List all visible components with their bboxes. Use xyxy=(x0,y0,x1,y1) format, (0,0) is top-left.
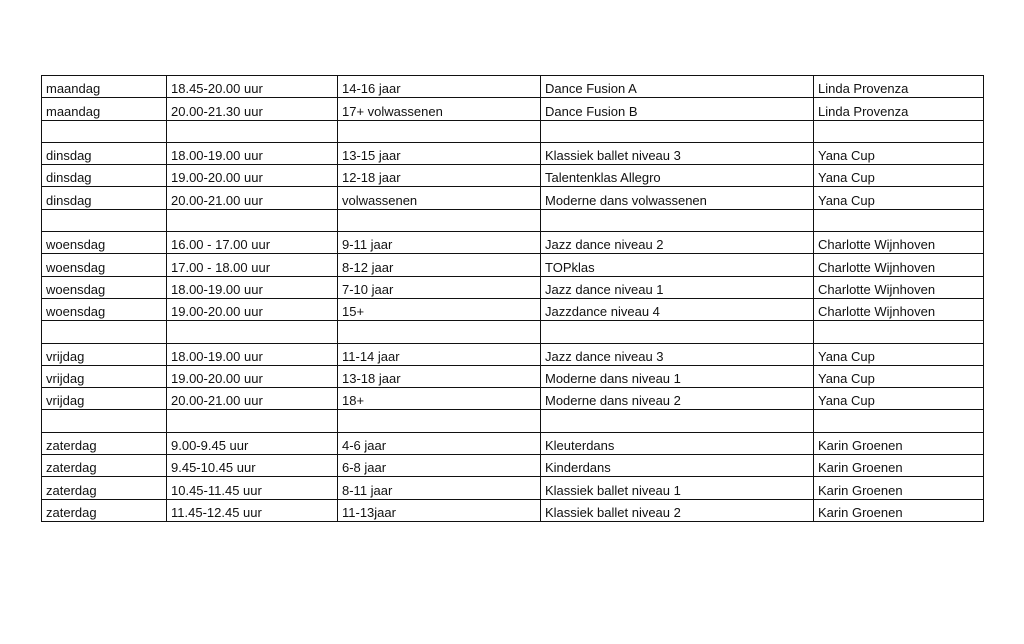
time-cell: 20.00-21.30 uur xyxy=(167,98,338,120)
time-cell: 20.00-21.00 uur xyxy=(167,187,338,209)
teacher-cell: Karin Groenen xyxy=(814,432,984,454)
class-name-cell: Dance Fusion A xyxy=(541,76,814,98)
day-cell: woensdag xyxy=(42,254,167,276)
time-cell: 9.45-10.45 uur xyxy=(167,455,338,477)
teacher-cell: Karin Groenen xyxy=(814,477,984,499)
class-name-cell: Jazz dance niveau 3 xyxy=(541,343,814,365)
class-name-cell xyxy=(541,321,814,343)
class-name-cell: Klassiek ballet niveau 3 xyxy=(541,142,814,164)
age-group-cell: 7-10 jaar xyxy=(338,276,541,298)
day-cell xyxy=(42,410,167,432)
age-group-cell: 13-15 jaar xyxy=(338,142,541,164)
teacher-cell: Charlotte Wijnhoven xyxy=(814,232,984,254)
teacher-cell: Charlotte Wijnhoven xyxy=(814,298,984,320)
teacher-cell: Yana Cup xyxy=(814,165,984,187)
day-cell: maandag xyxy=(42,76,167,98)
table-row xyxy=(42,365,984,387)
day-cell: dinsdag xyxy=(42,165,167,187)
teacher-cell: Yana Cup xyxy=(814,187,984,209)
day-cell: vrijdag xyxy=(42,365,167,387)
age-group-cell: 9-11 jaar xyxy=(338,232,541,254)
age-group-cell: 15+ xyxy=(338,298,541,320)
class-name-cell: Jazzdance niveau 4 xyxy=(541,298,814,320)
table-row xyxy=(42,76,984,98)
time-cell xyxy=(167,209,338,231)
table-row xyxy=(42,410,984,432)
teacher-cell: Yana Cup xyxy=(814,142,984,164)
class-name-cell xyxy=(541,209,814,231)
age-group-cell: 12-18 jaar xyxy=(338,165,541,187)
age-group-cell: 8-11 jaar xyxy=(338,477,541,499)
teacher-cell xyxy=(814,410,984,432)
class-name-cell: Dance Fusion B xyxy=(541,98,814,120)
teacher-cell: Yana Cup xyxy=(814,388,984,410)
teacher-cell: Linda Provenza xyxy=(814,76,984,98)
day-cell xyxy=(42,209,167,231)
day-cell: woensdag xyxy=(42,298,167,320)
age-group-cell: 18+ xyxy=(338,388,541,410)
age-group-cell xyxy=(338,120,541,142)
day-cell: vrijdag xyxy=(42,388,167,410)
table-row xyxy=(42,98,984,120)
age-group-cell xyxy=(338,321,541,343)
table-row xyxy=(42,232,984,254)
table-row xyxy=(42,165,984,187)
time-cell: 19.00-20.00 uur xyxy=(167,165,338,187)
table-row xyxy=(42,388,984,410)
age-group-cell xyxy=(338,209,541,231)
table-row xyxy=(42,499,984,521)
class-name-cell: Kleuterdans xyxy=(541,432,814,454)
class-name-cell: Kinderdans xyxy=(541,455,814,477)
class-name-cell: TOPklas xyxy=(541,254,814,276)
age-group-cell: 6-8 jaar xyxy=(338,455,541,477)
time-cell: 11.45-12.45 uur xyxy=(167,499,338,521)
table-row xyxy=(42,321,984,343)
class-name-cell: Klassiek ballet niveau 2 xyxy=(541,499,814,521)
time-cell xyxy=(167,410,338,432)
day-cell: woensdag xyxy=(42,232,167,254)
class-name-cell: Jazz dance niveau 1 xyxy=(541,276,814,298)
table-row xyxy=(42,477,984,499)
class-name-cell: Klassiek ballet niveau 1 xyxy=(541,477,814,499)
age-group-cell: 8-12 jaar xyxy=(338,254,541,276)
age-group-cell: 11-13jaar xyxy=(338,499,541,521)
table-row xyxy=(42,455,984,477)
teacher-cell: Charlotte Wijnhoven xyxy=(814,276,984,298)
time-cell: 18.00-19.00 uur xyxy=(167,142,338,164)
teacher-cell: Yana Cup xyxy=(814,343,984,365)
day-cell: zaterdag xyxy=(42,499,167,521)
day-cell xyxy=(42,120,167,142)
age-group-cell: 11-14 jaar xyxy=(338,343,541,365)
day-cell: zaterdag xyxy=(42,455,167,477)
time-cell xyxy=(167,120,338,142)
day-cell: dinsdag xyxy=(42,142,167,164)
time-cell: 16.00 - 17.00 uur xyxy=(167,232,338,254)
day-cell xyxy=(42,321,167,343)
class-name-cell: Moderne dans niveau 1 xyxy=(541,365,814,387)
time-cell: 20.00-21.00 uur xyxy=(167,388,338,410)
teacher-cell xyxy=(814,209,984,231)
age-group-cell: 17+ volwassenen xyxy=(338,98,541,120)
class-name-cell: Moderne dans volwassenen xyxy=(541,187,814,209)
class-name-cell xyxy=(541,120,814,142)
age-group-cell: 4-6 jaar xyxy=(338,432,541,454)
teacher-cell: Karin Groenen xyxy=(814,455,984,477)
table-row xyxy=(42,187,984,209)
table-row xyxy=(42,120,984,142)
teacher-cell: Charlotte Wijnhoven xyxy=(814,254,984,276)
time-cell: 18.45-20.00 uur xyxy=(167,76,338,98)
time-cell: 19.00-20.00 uur xyxy=(167,365,338,387)
table-row xyxy=(42,254,984,276)
class-name-cell xyxy=(541,410,814,432)
teacher-cell xyxy=(814,321,984,343)
age-group-cell xyxy=(338,410,541,432)
schedule-body xyxy=(42,76,984,522)
class-name-cell: Talentenklas Allegro xyxy=(541,165,814,187)
time-cell: 9.00-9.45 uur xyxy=(167,432,338,454)
table-row xyxy=(42,276,984,298)
age-group-cell: volwassenen xyxy=(338,187,541,209)
teacher-cell: Yana Cup xyxy=(814,365,984,387)
teacher-cell: Linda Provenza xyxy=(814,98,984,120)
age-group-cell: 14-16 jaar xyxy=(338,76,541,98)
time-cell: 19.00-20.00 uur xyxy=(167,298,338,320)
table-row xyxy=(42,209,984,231)
day-cell: zaterdag xyxy=(42,477,167,499)
table-row xyxy=(42,142,984,164)
day-cell: maandag xyxy=(42,98,167,120)
schedule-table xyxy=(41,75,984,522)
class-name-cell: Moderne dans niveau 2 xyxy=(541,388,814,410)
table-row xyxy=(42,298,984,320)
class-name-cell: Jazz dance niveau 2 xyxy=(541,232,814,254)
table-row xyxy=(42,343,984,365)
time-cell: 18.00-19.00 uur xyxy=(167,276,338,298)
time-cell xyxy=(167,321,338,343)
day-cell: dinsdag xyxy=(42,187,167,209)
teacher-cell: Karin Groenen xyxy=(814,499,984,521)
day-cell: woensdag xyxy=(42,276,167,298)
table-row xyxy=(42,432,984,454)
age-group-cell: 13-18 jaar xyxy=(338,365,541,387)
time-cell: 17.00 - 18.00 uur xyxy=(167,254,338,276)
time-cell: 10.45-11.45 uur xyxy=(167,477,338,499)
day-cell: vrijdag xyxy=(42,343,167,365)
time-cell: 18.00-19.00 uur xyxy=(167,343,338,365)
day-cell: zaterdag xyxy=(42,432,167,454)
teacher-cell xyxy=(814,120,984,142)
